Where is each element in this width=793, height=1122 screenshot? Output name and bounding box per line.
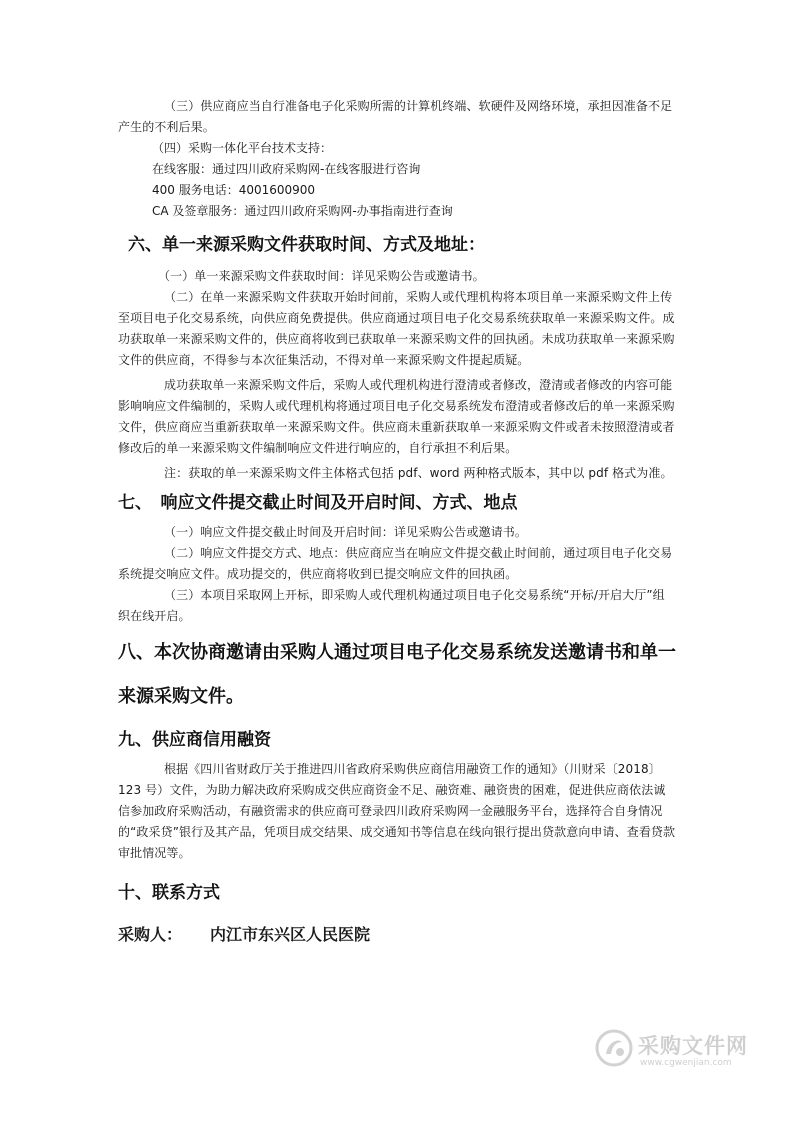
purchaser-line xyxy=(118,922,676,948)
section7-paragraph-2: （二）响应文件提交方式、地点：供应商应当在响应文件提交截止时间前，通过项目电子化交易系统提交响应文件。成功提交的，供应商将收到已提交响应文件的回执函。 xyxy=(118,546,673,581)
service-phone-line: 400 服务电话：4001600900 xyxy=(152,183,316,197)
section9-paragraph-1: 根据《四川省财政厅关于推进四川省政府采购供应商信用融资工作的通知》（川财采〔2018〕123 号）文件，为助力解决政府采购成交供应商资金不足、融资难、融资贵的困难，促进供应商依法诚信参加政府采购活动，有融资需求的供应商可登录四川政府采购网一金融服务平台，选择符合自身情况的“政采贷”银行及其产品，凭项目成交结果、成交通知书等信息在线向银行提出贷款意向申请、查看贷款审批情况等。 xyxy=(118,762,676,860)
section6-note: 注：获取的单一来源采购文件主体格式包括 pdf、word 两种格式版本，其中以 pdf 格式为准。 xyxy=(164,466,673,480)
section5-paragraph-4: （四）采购一体化平台技术支持： xyxy=(152,141,333,155)
section6-paragraph-1: （一）单一来源采购文件获取时间：详见采购公告或邀请书。 xyxy=(158,269,485,283)
cgwenjian-logo-icon xyxy=(594,1028,634,1068)
section6-paragraph-2: （二）在单一来源采购文件获取开始时间前，采购人或代理机构将本项目单一来源采购文件上传至项目电子化交易系统，向供应商免费提供。供应商通过项目电子化交易系统获取单一来源采购文件。成功获取单一来源采购文件的，供应商将收到已获取单一来源采购文件的回执函。未成功获取单一来源采购文件的供应商，不得参与本次征集活动，不得对单一来源采购文件提起质疑。 xyxy=(118,290,675,367)
online-service-line: 在线客服：通过四川政府采购网-在线客服进行咨询 xyxy=(152,162,421,176)
document-content xyxy=(118,96,676,948)
section6-heading: 六、单一来源采购文件获取时间、方式及地址： xyxy=(128,235,485,255)
purchaser-name: 内江市东兴区人民医院 xyxy=(210,925,371,944)
watermark-title: 采购文件网 xyxy=(638,1034,748,1058)
watermark-url: www.cgwenjian.com xyxy=(640,1058,732,1068)
ca-service-line: CA 及签章服务：通过四川政府采购网-办事指南进行查询 xyxy=(152,204,453,218)
section10-heading: 十、联系方式 xyxy=(118,883,220,903)
section5-paragraph-3: （三）供应商应当自行准备电子化采购所需的计算机终端、软硬件及网络环境，承担因准备不足产生的不利后果。 xyxy=(118,99,673,134)
section7-heading: 七、 响应文件提交截止时间及开启时间、方式、地点 xyxy=(118,493,518,513)
purchaser-label: 采购人： xyxy=(118,925,183,944)
section9-heading: 九、供应商信用融资 xyxy=(118,730,271,750)
watermark xyxy=(594,1024,764,1078)
section7-paragraph-3: （三）本项目采取网上开标，即采购人或代理机构通过项目电子化交易系统“开标/开启大厅”组织在线开启。 xyxy=(118,588,665,623)
section8-heading: 八、本次协商邀请由采购人通过项目电子化交易系统发送邀请书和单一来源采购文件。 xyxy=(118,642,676,707)
section7-paragraph-1: （一）响应文件提交截止时间及开启时间：详见采购公告或邀请书。 xyxy=(164,525,528,539)
section6-paragraph-3: 成功获取单一来源采购文件后，采购人或代理机构进行澄清或者修改，澄清或者修改的内容可能影响响应文件编制的，采购人或代理机构将通过项目电子化交易系统发布澄清或者修改后的单一来源采购文件，供应商应当重新获取单一来源采购文件。供应商未重新获取单一来源采购文件或者未按照澄清或者修改后的单一来源采购文件编制响应文件进行响应的，自行承担不利后果。 xyxy=(118,378,675,455)
